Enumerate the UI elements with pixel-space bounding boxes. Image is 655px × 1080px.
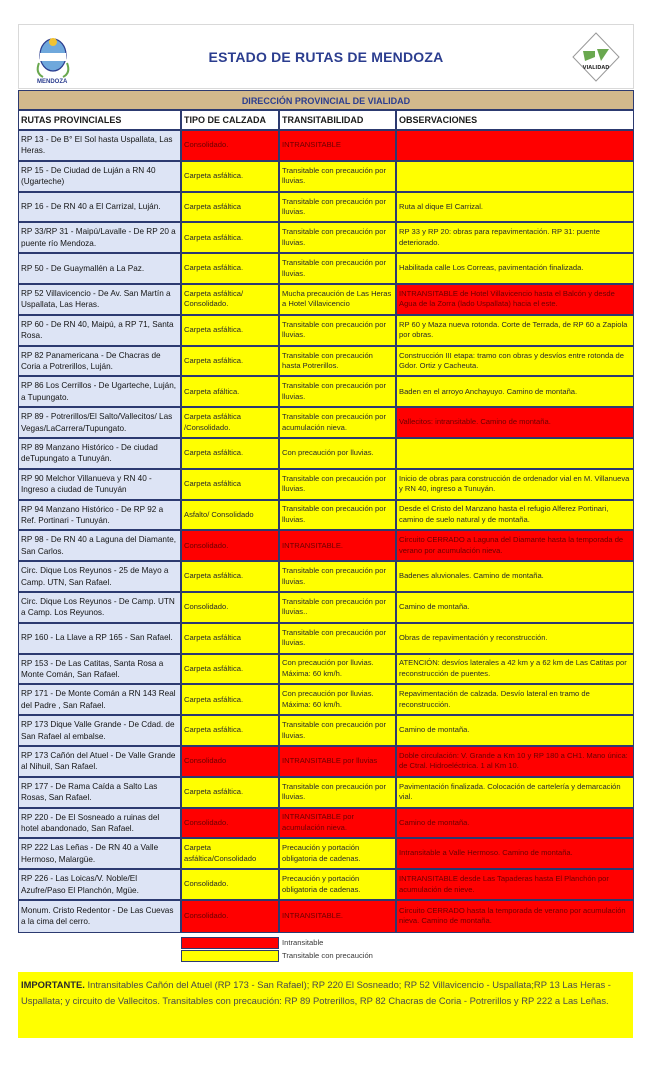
- roads-status-table: [18, 90, 634, 933]
- route-cell: RP 90 Melchor Villanueva y RN 40 - Ingreso a ciudad de Tunuyán: [19, 470, 182, 499]
- route-cell: RP 220 - De El Sosneado a ruinas del hotel abandonado, San Rafael.: [19, 809, 182, 838]
- transit-cell: Transitable con precaución por lluvias..: [280, 593, 397, 622]
- transit-cell: Transitable con precaución por lluvias.: [280, 562, 397, 591]
- route-cell: RP 33/RP 31 - Maipú/Lavalle - De RP 20 a puente río Mendoza.: [19, 223, 182, 252]
- notes-cell: [397, 162, 633, 191]
- transit-cell: Mucha precaución de Las Heras a Hotel Villavicencio: [280, 285, 397, 314]
- route-cell: Circ. Dique Los Reyunos - 25 de Mayo a Camp. UTN, San Rafael.: [19, 562, 182, 591]
- surface-cell: Consolidado.: [182, 870, 280, 899]
- surface-cell: Consolidado.: [182, 531, 280, 560]
- legend-item-intransitable: [181, 936, 373, 949]
- route-cell: RP 222 Las Leñas - De RN 40 a Valle Hermoso, Malargüe.: [19, 839, 182, 868]
- transit-cell: INTRANSITABLE.: [280, 901, 397, 932]
- notes-cell: [397, 131, 633, 160]
- mendoza-logo-label: MENDOZA: [37, 79, 68, 85]
- route-cell: RP 173 Cañón del Atuel - De Valle Grande al Nihuil, San Rafael.: [19, 747, 182, 776]
- important-note: [18, 972, 633, 1038]
- route-cell: RP 98 - De RN 40 a Laguna del Diamante, San Carlos.: [19, 531, 182, 560]
- route-cell: RP 177 - De Rama Caída a Salto Las Rosas, San Rafael.: [19, 778, 182, 807]
- route-cell: Circ. Dique Los Reyunos - De Camp. UTN a Camp. Los Reyunos.: [19, 593, 182, 622]
- legend: [181, 936, 373, 962]
- surface-cell: Consolidado: [182, 747, 280, 776]
- table-row: [19, 377, 633, 408]
- notes-cell: Circuito CERRADO a Laguna del Diamante hasta la temporada de verano por acumulación nieva.: [397, 531, 633, 560]
- notes-cell: Baden en el arroyo Anchayuyo. Camino de montaña.: [397, 377, 633, 406]
- notes-cell: Obras de repavimentación y reconstrucción.: [397, 624, 633, 653]
- legend-item-precaution: [181, 949, 373, 962]
- table-row: [19, 870, 633, 901]
- transit-cell: Precaución y portación obligatoria de cadenas.: [280, 839, 397, 868]
- notes-cell: Repavimentación de calzada. Desvío lateral en tramo de reconstrucción.: [397, 685, 633, 714]
- transit-cell: Transitable con precaución por lluvias.: [280, 193, 397, 222]
- surface-cell: Carpeta asfáltica: [182, 470, 280, 499]
- route-cell: RP 94 Manzano Histórico - De RP 92 a Ref. Portinari - Tunuyán.: [19, 501, 182, 530]
- surface-cell: Carpeta asfáltica/Consolidado: [182, 839, 280, 868]
- notes-cell: [397, 439, 633, 468]
- table-row: [19, 624, 633, 655]
- transit-cell: Transitable con precaución por lluvias.: [280, 223, 397, 252]
- notes-cell: Inicio de obras para construcción de ordenador vial en M. Villanueva y RN 40, ingreso a Tunuyán.: [397, 470, 633, 499]
- notes-cell: Camino de montaña.: [397, 593, 633, 622]
- important-note-label: IMPORTANTE.: [21, 979, 85, 990]
- table-row: [19, 347, 633, 378]
- table-row: [19, 685, 633, 716]
- notes-cell: ATENCIÓN: desvíos laterales a 42 km y a 62 km de Las Catitas por reconstrucción de puentes.: [397, 655, 633, 684]
- table-row: [19, 162, 633, 193]
- table-row: [19, 316, 633, 347]
- notes-cell: Ruta al dique El Carrizal.: [397, 193, 633, 222]
- legend-swatch-red: [181, 937, 279, 949]
- route-cell: RP 226 - Las Loicas/V. Noble/El Azufre/Paso El Planchón, Mgüe.: [19, 870, 182, 899]
- notes-cell: Circuito CERRADO hasta la temporada de verano por acumulación nieva. Camino de montaña.: [397, 901, 633, 932]
- notes-cell: Vallecitos: intransitable. Camino de montaña.: [397, 408, 633, 437]
- notes-cell: RP 60 y Maza nueva rotonda. Corte de Terrada, de RP 60 a Zapiola por obras.: [397, 316, 633, 345]
- table-row: [19, 562, 633, 593]
- transit-cell: Transitable con precaución por lluvias.: [280, 316, 397, 345]
- notes-cell: Desde el Cristo del Manzano hasta el refugio Alferez Portinari, camino de suelo natural y de montaña.: [397, 501, 633, 530]
- route-cell: RP 15 - De Ciudad de Luján a RN 40 (Ugarteche): [19, 162, 182, 191]
- page-title: ESTADO DE RUTAS DE MENDOZA: [208, 49, 444, 65]
- column-header-routes: RUTAS PROVINCIALES: [19, 111, 182, 129]
- surface-cell: Carpeta asfáltica.: [182, 716, 280, 745]
- surface-cell: Carpeta asfáltica.: [182, 347, 280, 376]
- column-header-notes: OBSERVACIONES: [399, 115, 478, 125]
- table-row: [19, 470, 633, 501]
- table-row: [19, 501, 633, 532]
- notes-cell: Habilitada calle Los Correas, pavimentación finalizada.: [397, 254, 633, 283]
- transit-cell: Transitable con precaución por lluvias.: [280, 377, 397, 406]
- transit-cell: Transitable con precaución por acumulación nieva.: [280, 408, 397, 437]
- route-cell: RP 153 - De Las Catitas, Santa Rosa a Monte Comán, San Rafael.: [19, 655, 182, 684]
- surface-cell: Carpeta asfáltica.: [182, 162, 280, 191]
- table-body: [19, 131, 633, 932]
- table-row: [19, 747, 633, 778]
- route-cell: Monum. Cristo Redentor - De Las Cuevas a la cima del cerro.: [19, 901, 182, 932]
- notes-cell: Pavimentación finalizada. Colocación de cartelería y demarcación vial.: [397, 778, 633, 807]
- column-header-surface: TIPO DE CALZADA: [182, 111, 280, 129]
- transit-cell: Transitable con precaución por lluvias.: [280, 778, 397, 807]
- surface-cell: Carpeta afáltica.: [182, 377, 280, 406]
- surface-cell: Carpeta asfáltica.: [182, 562, 280, 591]
- table-row: [19, 593, 633, 624]
- legend-label: Transitable con precaución: [282, 951, 373, 960]
- surface-cell: Carpeta asfáltica /Consolidado.: [182, 408, 280, 437]
- surface-cell: Carpeta asfáltica: [182, 193, 280, 222]
- legend-label: Intransitable: [282, 938, 324, 947]
- table-row: [19, 901, 633, 932]
- notes-cell: Intransitable a Valle Hermoso. Camino de montaña.: [397, 839, 633, 868]
- table-row: [19, 778, 633, 809]
- notes-cell: Construcción III etapa: tramo con obras y desvíos entre rotonda de Gdor. Ortiz y Cacheuta.: [397, 347, 633, 376]
- transit-cell: Transitable con precaución hasta Potrerillos.: [280, 347, 397, 376]
- route-cell: RP 86 Los Cerrillos - De Ugarteche, Luján, a Tupungato.: [19, 377, 182, 406]
- transit-cell: Con precaución por lluvias.: [280, 439, 397, 468]
- transit-cell: INTRANSITABLE por acumulación nieva.: [280, 809, 397, 838]
- section-title: DIRECCIÓN PROVINCIAL DE VIALIDAD: [19, 91, 633, 111]
- route-cell: RP 89 - Potrerillos/El Salto/Vallecitos/ Las Vegas/LaCarrera/Tupungato.: [19, 408, 182, 437]
- table-column-headers: [19, 111, 633, 131]
- transit-cell: Transitable con precaución por lluvias.: [280, 501, 397, 530]
- surface-cell: Carpeta asfáltica.: [182, 685, 280, 714]
- route-cell: RP 82 Panamericana - De Chacras de Coria a Potrerillos, Luján.: [19, 347, 182, 376]
- route-cell: RP 171 - De Monte Comán a RN 143 Real del Padre , San Rafael.: [19, 685, 182, 714]
- table-row: [19, 439, 633, 470]
- route-cell: RP 60 - De RN 40, Maipú, a RP 71, Santa Rosa.: [19, 316, 182, 345]
- route-cell: RP 89 Manzano Histórico - De ciudad deTupungato a Tunuyán.: [19, 439, 182, 468]
- route-cell: RP 16 - De RN 40 a El Carrizal, Luján.: [19, 193, 182, 222]
- table-row: [19, 223, 633, 254]
- route-cell: RP 160 - La Llave a RP 165 - San Rafael.: [19, 624, 182, 653]
- transit-cell: INTRANSITABLE: [280, 131, 397, 160]
- notes-cell: Doble circulación: V. Grande a Km 10 y RP 180 a CH1. Mano única: de Ctral. Hidroeléctrica. 1 al Km 10.: [397, 747, 633, 776]
- column-header-transit: TRANSITABILIDAD: [280, 111, 397, 129]
- surface-cell: Carpeta asfáltica/ Consolidado.: [182, 285, 280, 314]
- table-row: [19, 655, 633, 686]
- surface-cell: Asfalto/ Consolidado: [182, 501, 280, 530]
- surface-cell: Carpeta asfáltica.: [182, 254, 280, 283]
- table-row: [19, 193, 633, 224]
- legend-swatch-yellow: [181, 950, 279, 962]
- vialidad-logo-icon: [571, 31, 621, 83]
- transit-cell: Transitable con precaución por lluvias.: [280, 470, 397, 499]
- notes-cell: INTRANSITABLE de Hotel Villavicencio hasta el Balcón y desde Agua de la Zorra (lado Uspallata) hacia el este.: [397, 285, 633, 314]
- transit-cell: Transitable con precaución por lluvias.: [280, 162, 397, 191]
- notes-cell: RP 33 y RP 20: obras para repavimentación. RP 31: puente deteriorado.: [397, 223, 633, 252]
- route-cell: RP 173 Dique Valle Grande - De Cdad. de San Rafael al embalse.: [19, 716, 182, 745]
- route-cell: RP 52 Villavicencio - De Av. San Martín a Uspallata, Las Heras.: [19, 285, 182, 314]
- table-row: [19, 408, 633, 439]
- transit-cell: Con precaución por lluvias. Máxima: 60 km/h.: [280, 685, 397, 714]
- transit-cell: Con precaución por lluvias. Máxima: 60 km/h.: [280, 655, 397, 684]
- transit-cell: Precaución y portación obligatoria de cadenas.: [280, 870, 397, 899]
- transit-cell: INTRANSITABLE.: [280, 531, 397, 560]
- table-row: [19, 531, 633, 562]
- notes-cell: Camino de montaña.: [397, 809, 633, 838]
- notes-cell: Badenes aluvionales. Camino de montaña.: [397, 562, 633, 591]
- surface-cell: Carpeta asfáltica.: [182, 316, 280, 345]
- table-row: [19, 254, 633, 285]
- table-row: [19, 839, 633, 870]
- surface-cell: Carpeta asfáltica.: [182, 223, 280, 252]
- table-row: [19, 131, 633, 162]
- surface-cell: Carpeta asfáltica: [182, 624, 280, 653]
- surface-cell: Carpeta asfáltica.: [182, 655, 280, 684]
- surface-cell: Consolidado.: [182, 901, 280, 932]
- notes-cell: INTRANSITABLE desde Las Tapaderas hasta El Planchón por acumulación de nieve.: [397, 870, 633, 899]
- important-note-text: Intransitables Cañón del Atuel (RP 173 - San Rafael); RP 220 El Sosneado; RP 52 Villavicencio - Uspallata;RP 13 Las Heras - Uspallata; y circuito de Vallecitos. Transitables con precaución: RP 89 Potrerillos, RP 82 Chacras de Coria - Potrerillos y RP 222 a Las Leñas.: [21, 979, 611, 1006]
- surface-cell: Consolidado.: [182, 593, 280, 622]
- surface-cell: Carpeta asfáltica.: [182, 439, 280, 468]
- surface-cell: Consolidado.: [182, 809, 280, 838]
- vialidad-logo-label: VIALIDAD: [582, 65, 610, 71]
- transit-cell: Transitable con precaución por lluvias.: [280, 254, 397, 283]
- surface-cell: Carpeta asfáltica.: [182, 778, 280, 807]
- header: [18, 24, 634, 89]
- transit-cell: INTRANSITABLE por lluvias: [280, 747, 397, 776]
- table-row: [19, 285, 633, 316]
- surface-cell: Consolidado.: [182, 131, 280, 160]
- table-row: [19, 716, 633, 747]
- route-cell: RP 50 - De Guaymallén a La Paz.: [19, 254, 182, 283]
- notes-cell: Camino de montaña.: [397, 716, 633, 745]
- transit-cell: Transitable con precaución por lluvias.: [280, 716, 397, 745]
- table-row: [19, 809, 633, 840]
- route-cell: RP 13 - De B° El Sol hasta Uspallata, Las Heras.: [19, 131, 182, 160]
- transit-cell: Transitable con precaución por lluvias.: [280, 624, 397, 653]
